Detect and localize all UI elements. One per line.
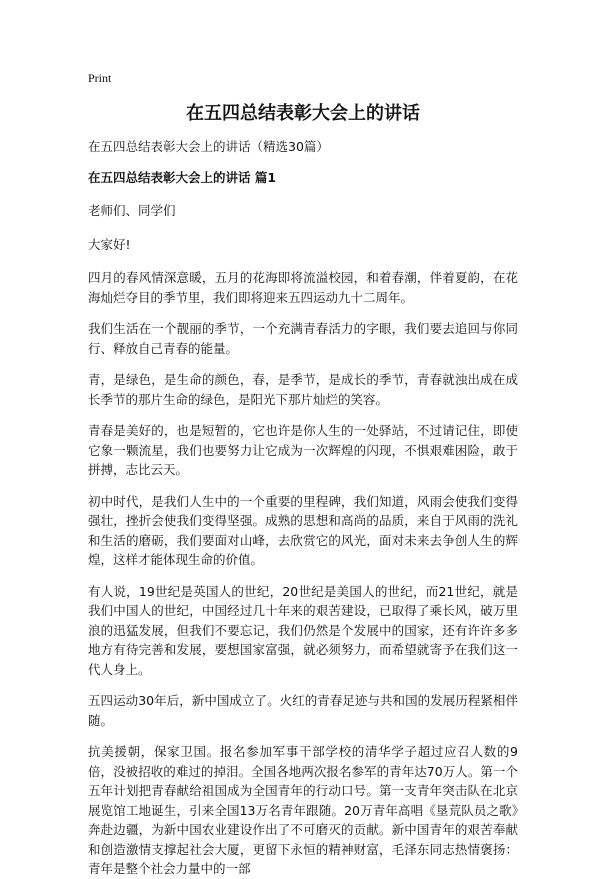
body-paragraph: 四月的春风情深意暖，五月的花海即将流溢校园，和着春潮，伴着夏韵，在花海灿烂夺目的季节里，我们即将迎来五四运动九十二周年。: [88, 270, 518, 305]
body-paragraph: 五四运动30年后，新中国成立了。火红的青春足迹与共和国的发展历程紧相伴随。: [88, 693, 518, 728]
body-paragraph: 抗美援朝，保家卫国。报名参加军事干部学校的清华学子超过应召人数的9倍，没被招收的难过的掉泪。全国各地两次报名参军的青年达70万人。第一个五年计划把青春献给祖国成为全国青年的行动口号。第一支青年突击队在北京展览馆工地诞生，引来全国13万名青年跟随。20万青年高唱《垦荒队员之歌》奔赴边疆，为新中国农业建设作出了不可磨灭的贡献。新中国青年的艰苦奉献和创造激情支撑起社会大厦，更留下永恒的精神财富，毛泽东同志热情褒扬：青年是整个社会力量中的一部: [88, 744, 518, 876]
body-paragraph: 有人说，19世纪是英国人的世纪，20世纪是美国人的世纪，而21世纪，就是我们中国人的世纪，中国经过几十年来的艰苦建设，已取得了乘长风，破万里浪的迅猛发展，但我们不要忘记，我们仍然是个发展中的国家，还有许许多多地方有待完善和发展，要想国家富强，就必须努力，而希望就寄予在我们这一代人身上。: [88, 583, 518, 677]
body-paragraph: 初中时代，是我们人生中的一个重要的里程碑，我们知道，风雨会使我们变得强壮，挫折会使我们变得坚强。成熟的思想和高尚的品质，来自于风雨的洗礼和生活的磨砺，我们要面对山峰，去欣赏它的风光，面对未来去争创人生的辉煌，这样才能体现生命的价值。: [88, 493, 518, 567]
document-title: 在五四总结表彰大会上的讲话: [186, 103, 420, 124]
section-heading: 在五四总结表彰大会上的讲话 篇1: [88, 170, 277, 185]
document-subtitle: 在五四总结表彰大会上的讲话（精选30篇）: [88, 139, 329, 154]
salutation-paragraph: 老师们、同学们: [88, 203, 176, 218]
greeting-paragraph: 大家好!: [88, 236, 131, 252]
print-label[interactable]: Print: [88, 71, 112, 85]
body-paragraph: 青，是绿色，是生命的颜色，春，是季节，是成长的季节，青春就浊出成在成长季节的那片生命的绿色，是阳光下那片灿烂的笑容。: [88, 372, 518, 407]
body-paragraph: 我们生活在一个靓丽的季节，一个充满青春活力的字眼，我们要去追回与你同行、释放自己青春的能量。: [88, 321, 518, 356]
body-paragraph: 青春是美好的，也是短暂的，它也许是你人生的一处驿站，不过请记住，即使它象一颗流星，我们也要努力让它成为一次辉煌的闪现，不惧艰难困险，敢于拼搏，志比云天。: [88, 423, 518, 477]
